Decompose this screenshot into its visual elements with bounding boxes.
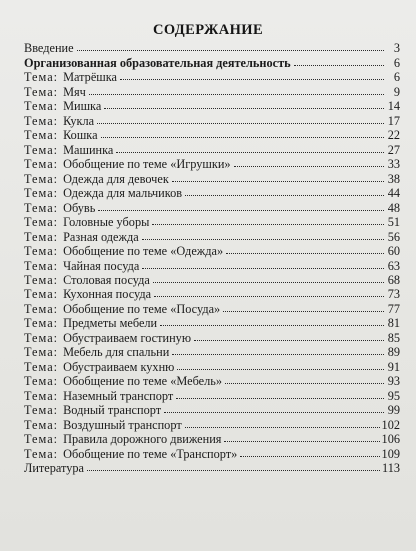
dot-leader bbox=[116, 152, 384, 153]
toc-entry-text: Разная одежда bbox=[63, 229, 139, 244]
toc-entry-label: Тема: bbox=[24, 128, 59, 143]
toc-entry-label: Тема: bbox=[24, 446, 59, 461]
toc-entry-text: Кукла bbox=[63, 113, 95, 128]
toc-entry bbox=[24, 41, 400, 55]
dot-leader bbox=[226, 253, 384, 254]
toc-page-number: 6 bbox=[393, 70, 400, 85]
toc-entry-title bbox=[24, 287, 151, 301]
toc-entry bbox=[24, 330, 400, 344]
toc-entry-text: Обобщение по теме «Игрушки» bbox=[63, 157, 231, 172]
toc-page-number: 85 bbox=[387, 330, 400, 345]
toc-page-number: 17 bbox=[387, 113, 400, 128]
toc-page-number: 27 bbox=[387, 142, 400, 157]
toc-entry-label: Тема: bbox=[24, 330, 59, 345]
toc-entry bbox=[24, 99, 400, 113]
toc-page-number: 14 bbox=[387, 99, 400, 114]
toc-entry-title bbox=[24, 99, 101, 113]
toc-page-number: 63 bbox=[387, 258, 400, 273]
toc-entry-text: Одежда для мальчиков bbox=[63, 186, 183, 201]
toc-entry-text: Обобщение по теме «Транспорт» bbox=[63, 446, 238, 461]
toc-entry-text: Воздушный транспорт bbox=[63, 417, 182, 432]
toc-entry-title bbox=[24, 157, 231, 171]
table-of-contents bbox=[24, 41, 400, 475]
toc-entry-label: Тема: bbox=[24, 374, 59, 389]
toc-entry-text: Наземный транспорт bbox=[63, 388, 174, 403]
dot-leader bbox=[240, 456, 379, 457]
toc-page-number: 102 bbox=[381, 417, 400, 432]
toc-entry bbox=[24, 461, 400, 475]
toc-entry bbox=[24, 244, 400, 258]
dot-leader bbox=[176, 398, 384, 399]
toc-entry bbox=[24, 417, 400, 431]
toc-entry bbox=[24, 186, 400, 200]
dot-leader bbox=[185, 427, 380, 428]
toc-entry bbox=[24, 345, 400, 359]
toc-entry-title bbox=[24, 172, 169, 186]
toc-entry-text: Матрёшка bbox=[63, 70, 117, 85]
toc-page-number: 109 bbox=[381, 446, 400, 461]
toc-entry-title bbox=[24, 201, 95, 215]
toc-page-number: 60 bbox=[387, 244, 400, 259]
toc-entry bbox=[24, 84, 400, 98]
toc-entry-text: Обустраиваем гостиную bbox=[63, 330, 192, 345]
toc-entry-title bbox=[24, 360, 174, 374]
toc-entry-label: Тема: bbox=[24, 301, 59, 316]
toc-entry-label: Тема: bbox=[24, 258, 59, 273]
dot-leader bbox=[152, 224, 384, 225]
toc-entry bbox=[24, 403, 400, 417]
toc-entry-title bbox=[24, 259, 139, 273]
page-title: СОДЕРЖАНИЕ bbox=[152, 22, 264, 38]
dot-leader bbox=[172, 354, 384, 355]
toc-entry-title bbox=[24, 273, 150, 287]
toc-page-number: 106 bbox=[381, 432, 400, 447]
toc-entry bbox=[24, 113, 400, 127]
toc-entry bbox=[24, 200, 400, 214]
toc-entry-text: Обобщение по теме «Мебель» bbox=[63, 374, 223, 389]
toc-entry-text: Обувь bbox=[63, 200, 96, 215]
toc-entry-text: Кухонная посуда bbox=[63, 287, 152, 302]
toc-entry-label: Тема: bbox=[24, 287, 59, 302]
toc-entry bbox=[24, 273, 400, 287]
toc-entry bbox=[24, 215, 400, 229]
toc-entry-label: Тема: bbox=[24, 359, 59, 374]
toc-entry-label: Тема: bbox=[24, 388, 59, 403]
dot-leader bbox=[164, 412, 384, 413]
toc-entry-text: Литература bbox=[24, 461, 85, 476]
dot-leader bbox=[101, 137, 384, 138]
toc-entry bbox=[24, 388, 400, 402]
dot-leader bbox=[89, 94, 384, 95]
toc-entry-label: Тема: bbox=[24, 215, 59, 230]
toc-entry-title bbox=[24, 143, 113, 157]
toc-entry bbox=[24, 287, 400, 301]
toc-page-number: 22 bbox=[387, 128, 400, 143]
toc-entry-text: Предметы мебели bbox=[63, 316, 158, 331]
toc-entry-text: Кошка bbox=[63, 128, 98, 143]
toc-entry-title bbox=[24, 432, 221, 446]
toc-entry-label: Тема: bbox=[24, 316, 59, 331]
toc-entry-label: Тема: bbox=[24, 171, 59, 186]
toc-entry-text: Одежда для девочек bbox=[63, 171, 169, 186]
toc-entry-text: Головные уборы bbox=[63, 215, 150, 230]
toc-entry-text: Обобщение по теме «Посуда» bbox=[63, 301, 221, 316]
dot-leader bbox=[120, 79, 384, 80]
toc-entry bbox=[24, 229, 400, 243]
dot-leader bbox=[87, 470, 380, 471]
toc-entry-title bbox=[24, 230, 139, 244]
dot-leader bbox=[224, 441, 379, 442]
toc-entry-text: Введение bbox=[24, 41, 74, 56]
toc-page-number: 93 bbox=[387, 374, 400, 389]
dot-leader bbox=[142, 239, 384, 240]
dot-leader bbox=[172, 181, 384, 182]
toc-entry-text: Организованная образовательная деятельность bbox=[24, 55, 291, 70]
toc-entry-text: Чайная посуда bbox=[63, 258, 140, 273]
toc-page-number: 56 bbox=[387, 229, 400, 244]
toc-entry-label: Тема: bbox=[24, 200, 59, 215]
toc-page-number: 73 bbox=[387, 287, 400, 302]
toc-entry bbox=[24, 128, 400, 142]
dot-leader bbox=[234, 166, 384, 167]
dot-leader bbox=[223, 311, 384, 312]
dot-leader bbox=[194, 340, 384, 341]
dot-leader bbox=[225, 383, 384, 384]
dot-leader bbox=[77, 50, 384, 51]
dot-leader bbox=[97, 123, 384, 124]
toc-entry-title bbox=[24, 316, 157, 330]
toc-entry-text: Машинка bbox=[63, 142, 114, 157]
toc-page-number: 3 bbox=[393, 41, 400, 56]
toc-entry-title bbox=[24, 114, 94, 128]
toc-entry-text: Обустраиваем кухню bbox=[63, 359, 175, 374]
dot-leader bbox=[142, 268, 384, 269]
toc-entry-label: Тема: bbox=[24, 70, 59, 85]
toc-page-number: 113 bbox=[382, 461, 400, 476]
toc-entry bbox=[24, 316, 400, 330]
dot-leader bbox=[154, 296, 384, 297]
toc-entry-title bbox=[24, 374, 222, 388]
toc-page-number: 48 bbox=[387, 200, 400, 215]
toc-entry-title bbox=[24, 128, 98, 142]
toc-entry-label: Тема: bbox=[24, 272, 59, 287]
toc-entry-label: Тема: bbox=[24, 186, 59, 201]
toc-entry-title bbox=[24, 244, 223, 258]
toc-entry-label: Тема: bbox=[24, 345, 59, 360]
toc-entry-text: Водный транспорт bbox=[63, 403, 162, 418]
toc-entry-title bbox=[24, 447, 237, 461]
dot-leader bbox=[104, 108, 384, 109]
toc-page-number: 91 bbox=[387, 359, 400, 374]
toc-entry bbox=[24, 374, 400, 388]
toc-page-number: 6 bbox=[393, 55, 400, 70]
dot-leader bbox=[177, 369, 384, 370]
toc-page-number: 9 bbox=[393, 84, 400, 99]
toc-page-number: 68 bbox=[387, 272, 400, 287]
toc-page-number: 99 bbox=[387, 403, 400, 418]
toc-entry bbox=[24, 171, 400, 185]
toc-page-number: 44 bbox=[387, 186, 400, 201]
toc-entry bbox=[24, 55, 400, 69]
toc-entry-text: Правила дорожного движения bbox=[63, 432, 222, 447]
toc-entry-label: Тема: bbox=[24, 417, 59, 432]
toc-entry-text: Обобщение по теме «Одежда» bbox=[63, 244, 224, 259]
toc-entry-text: Мяч bbox=[63, 84, 86, 99]
toc-entry-title bbox=[24, 331, 191, 345]
toc-entry-label: Тема: bbox=[24, 113, 59, 128]
toc-entry-title bbox=[24, 403, 161, 417]
toc-entry-label: Тема: bbox=[24, 84, 59, 99]
toc-entry-title bbox=[24, 461, 84, 475]
toc-entry-label: Тема: bbox=[24, 432, 59, 447]
toc-entry-title bbox=[24, 302, 220, 316]
toc-entry bbox=[24, 258, 400, 272]
toc-entry-label: Тема: bbox=[24, 229, 59, 244]
toc-entry-title bbox=[24, 85, 86, 99]
toc-page-number: 81 bbox=[387, 316, 400, 331]
toc-entry bbox=[24, 301, 400, 315]
toc-entry-label: Тема: bbox=[24, 157, 59, 172]
toc-entry bbox=[24, 142, 400, 156]
toc-page-number: 38 bbox=[387, 171, 400, 186]
toc-page-number: 95 bbox=[387, 388, 400, 403]
toc-page-number: 77 bbox=[387, 301, 400, 316]
toc-entry-label: Тема: bbox=[24, 142, 59, 157]
dot-leader bbox=[98, 210, 384, 211]
toc-entry-title bbox=[24, 418, 182, 432]
toc-page-number: 51 bbox=[387, 215, 400, 230]
dot-leader bbox=[160, 325, 384, 326]
toc-entry-text: Столовая посуда bbox=[63, 272, 150, 287]
toc-entry-title bbox=[24, 41, 74, 55]
toc-entry-title bbox=[24, 345, 169, 359]
toc-entry-text: Мебель для спальни bbox=[63, 345, 170, 360]
toc-entry bbox=[24, 432, 400, 446]
toc-entry bbox=[24, 446, 400, 460]
toc-entry bbox=[24, 157, 400, 171]
toc-entry bbox=[24, 70, 400, 84]
toc-page-number: 89 bbox=[387, 345, 400, 360]
toc-entry-title bbox=[24, 56, 291, 70]
toc-entry-label: Тема: bbox=[24, 244, 59, 259]
toc-entry-title bbox=[24, 215, 149, 229]
dot-leader bbox=[294, 65, 384, 66]
toc-entry bbox=[24, 359, 400, 373]
toc-page-number: 33 bbox=[387, 157, 400, 172]
toc-entry-label: Тема: bbox=[24, 403, 59, 418]
toc-entry-title bbox=[24, 186, 182, 200]
toc-entry-title bbox=[24, 389, 173, 403]
dot-leader bbox=[185, 195, 384, 196]
toc-entry-label: Тема: bbox=[24, 99, 59, 114]
toc-entry-text: Мишка bbox=[63, 99, 102, 114]
dot-leader bbox=[153, 282, 384, 283]
toc-entry-title bbox=[24, 70, 117, 84]
